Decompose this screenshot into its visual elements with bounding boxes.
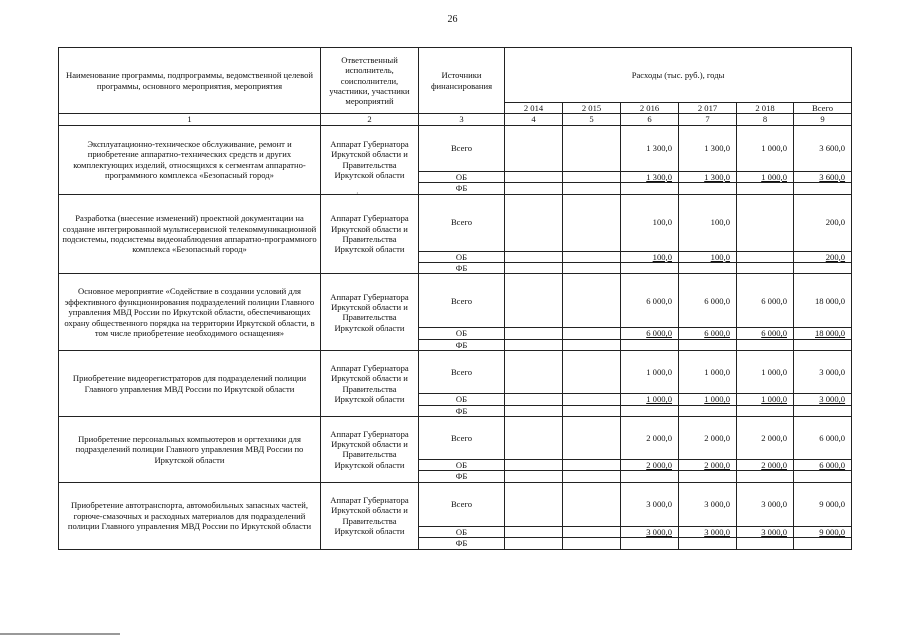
total-value: 100,0 [621,194,679,251]
index-cell: 7 [679,114,737,125]
total-value: 6 000,0 [737,274,794,328]
fb-value [563,183,621,194]
index-cell: 8 [737,114,794,125]
program-name: Приобретение автотранспорта, автомобильных запасных частей, горюче-смазочных и расходных материалов для подразделений полиции Главного управления МВД России по Иркутской области [59,482,321,549]
source-total-label: Всего [419,194,505,251]
fb-value [621,471,679,482]
fb-value [794,405,852,416]
fb-value [505,405,563,416]
source-ob-label: ОБ [419,328,505,339]
program-responsible: Аппарат Губернатора Иркутской области и Правительства Иркутской области [321,417,419,483]
total-value: 6 000,0 [621,274,679,328]
ob-value: 3 000,0 [621,526,679,537]
total-value [505,125,563,171]
ob-value: 3 000,0 [737,526,794,537]
program-name: Разработка (внесение изменений) проектной документации на создание интегрированной мультисервисной телекоммуникационной подсистемы, подсистемы видеонаблюдения аппаратно-программного комплекса «Безопасный город» [59,194,321,274]
fb-value [737,263,794,274]
fb-value [679,339,737,350]
program-responsible: Аппарат Губернатора Иркутской области и Правительства Иркутской области [321,274,419,351]
source-fb-label: ФБ [419,538,505,549]
ob-value: 6 000,0 [794,460,852,471]
fb-value [679,538,737,549]
source-total-label: Всего [419,482,505,526]
fb-value [563,339,621,350]
program-row [59,482,852,526]
ob-value: 2 000,0 [737,460,794,471]
fb-value [679,263,737,274]
total-value [563,274,621,328]
index-cell: 3 [419,114,505,125]
expenses-table [58,47,852,550]
fb-value [794,538,852,549]
fb-value [679,183,737,194]
source-ob-label: ОБ [419,394,505,405]
scan-mark: · [356,189,359,198]
ob-value [737,251,794,262]
fb-value [505,538,563,549]
total-value [737,194,794,251]
total-value: 1 000,0 [621,351,679,394]
fb-value [794,263,852,274]
program-responsible: Аппарат Губернатора Иркутской области и Правительства Иркутской области [321,482,419,549]
ob-value: 18 000,0 [794,328,852,339]
program-row [59,417,852,460]
index-cell: 9 [794,114,852,125]
source-fb-label: ФБ [419,183,505,194]
fb-value [679,471,737,482]
total-value: 3 000,0 [794,351,852,394]
source-total-label: Всего [419,351,505,394]
program-name: Основное мероприятие «Содействие в создании условий для эффективного функционирования подразделений полиции Главного управления МВД России по Иркутской области, обеспечивающих охрану общественного порядка на территории Иркутской области, в том числе приобретение необходимого оснащения» [59,274,321,351]
total-value [505,482,563,526]
total-value: 3 000,0 [737,482,794,526]
source-fb-label: ФБ [419,471,505,482]
total-value [563,351,621,394]
fb-value [563,538,621,549]
year-cell: 2 017 [679,103,737,114]
index-cell: 1 [59,114,321,125]
ob-value: 1 300,0 [679,171,737,182]
ob-value: 100,0 [621,251,679,262]
fb-value [505,183,563,194]
program-row [59,125,852,171]
total-value [505,417,563,460]
program-row [59,194,852,251]
fb-value [505,339,563,350]
index-cell: 2 [321,114,419,125]
ob-value [505,460,563,471]
year-cell: 2 015 [563,103,621,114]
fb-value [621,405,679,416]
ob-value [563,171,621,182]
ob-value: 1 000,0 [679,394,737,405]
program-responsible: Аппарат Губернатора Иркутской области и Правительства Иркутской области [321,194,419,274]
source-total-label: Всего [419,125,505,171]
program-row [59,274,852,328]
ob-value: 6 000,0 [621,328,679,339]
total-value: 3 600,0 [794,125,852,171]
ob-value [563,328,621,339]
header-responsible: Ответственный исполнитель, соисполнители, участники, участники мероприятий [321,48,419,114]
fb-value [679,405,737,416]
ob-value: 6 000,0 [679,328,737,339]
ob-value: 2 000,0 [621,460,679,471]
scan-edge [0,633,120,635]
source-ob-label: ОБ [419,251,505,262]
index-cell: 4 [505,114,563,125]
source-total-label: Всего [419,274,505,328]
fb-value [794,183,852,194]
ob-value [505,171,563,182]
fb-value [621,339,679,350]
total-value: 18 000,0 [794,274,852,328]
program-name: Приобретение персональных компьютеров и оргтехники для подразделений полиции Главного управления МВД России по Иркутской области [59,417,321,483]
ob-value: 1 000,0 [737,394,794,405]
total-value: 2 000,0 [737,417,794,460]
fb-value [794,471,852,482]
source-fb-label: ФБ [419,405,505,416]
fb-value [737,538,794,549]
ob-value [563,526,621,537]
ob-value [505,394,563,405]
index-cell: 6 [621,114,679,125]
ob-value: 1 000,0 [621,394,679,405]
total-value [563,482,621,526]
program-name: Приобретение видеорегистраторов для подразделений полиции Главного управления МВД России по Иркутской области [59,351,321,417]
total-value: 6 000,0 [679,274,737,328]
total-value: 9 000,0 [794,482,852,526]
total-value: 6 000,0 [794,417,852,460]
total-value: 3 000,0 [679,482,737,526]
ob-value: 6 000,0 [737,328,794,339]
source-total-label: Всего [419,417,505,460]
ob-value: 100,0 [679,251,737,262]
fb-value [737,405,794,416]
ob-value: 1 300,0 [621,171,679,182]
source-fb-label: ФБ [419,339,505,350]
fb-value [563,471,621,482]
ob-value [505,526,563,537]
total-value [505,194,563,251]
total-value: 1 300,0 [679,125,737,171]
header-name: Наименование программы, подпрограммы, ведомственной целевой программы, основного мероприятия, мероприятия [59,48,321,114]
ob-value: 3 600,0 [794,171,852,182]
ob-value: 3 000,0 [794,394,852,405]
year-cell: 2 016 [621,103,679,114]
ob-value [505,328,563,339]
total-value: 1 000,0 [737,125,794,171]
fb-value [563,405,621,416]
total-value [505,351,563,394]
total-value: 2 000,0 [621,417,679,460]
total-value [563,194,621,251]
fb-value [621,183,679,194]
ob-value: 1 000,0 [737,171,794,182]
index-cell: 5 [563,114,621,125]
year-cell: 2 014 [505,103,563,114]
ob-value [505,251,563,262]
total-value [505,274,563,328]
index-row [59,114,852,125]
fb-value [737,339,794,350]
source-ob-label: ОБ [419,171,505,182]
total-value: 1 000,0 [679,351,737,394]
total-value: 1 300,0 [621,125,679,171]
fb-value [737,183,794,194]
header-row [59,48,852,103]
ob-value [563,394,621,405]
total-value: 200,0 [794,194,852,251]
ob-value: 3 000,0 [679,526,737,537]
total-value: 3 000,0 [621,482,679,526]
total-value [563,125,621,171]
program-name: Эксплуатационно-техническое обслуживание, ремонт и приобретение аппаратно-технических средств и других комплектующих изделий, относящихся к сегментам аппаратно-программного комплекса «Безопасный город» [59,125,321,194]
total-value [563,417,621,460]
total-value: 1 000,0 [737,351,794,394]
year-cell: Всего [794,103,852,114]
fb-value [563,263,621,274]
header-source: Источники финансирования [419,48,505,114]
ob-value: 200,0 [794,251,852,262]
fb-value [737,471,794,482]
source-fb-label: ФБ [419,263,505,274]
ob-value [563,251,621,262]
program-responsible: Аппарат Губернатора Иркутской области и Правительства Иркутской области [321,351,419,417]
ob-value: 2 000,0 [679,460,737,471]
page-number: 26 [447,14,458,25]
fb-value [505,471,563,482]
program-responsible: Аппарат Губернатора Иркутской области и Правительства Иркутской области [321,125,419,194]
ob-value [563,460,621,471]
fb-value [505,263,563,274]
fb-value [794,339,852,350]
year-cell: 2 018 [737,103,794,114]
ob-value: 9 000,0 [794,526,852,537]
total-value: 100,0 [679,194,737,251]
fb-value [621,538,679,549]
header-expenses: Расходы (тыс. руб.), годы [505,48,852,103]
program-row [59,351,852,394]
source-ob-label: ОБ [419,460,505,471]
source-ob-label: ОБ [419,526,505,537]
total-value: 2 000,0 [679,417,737,460]
fb-value [621,263,679,274]
